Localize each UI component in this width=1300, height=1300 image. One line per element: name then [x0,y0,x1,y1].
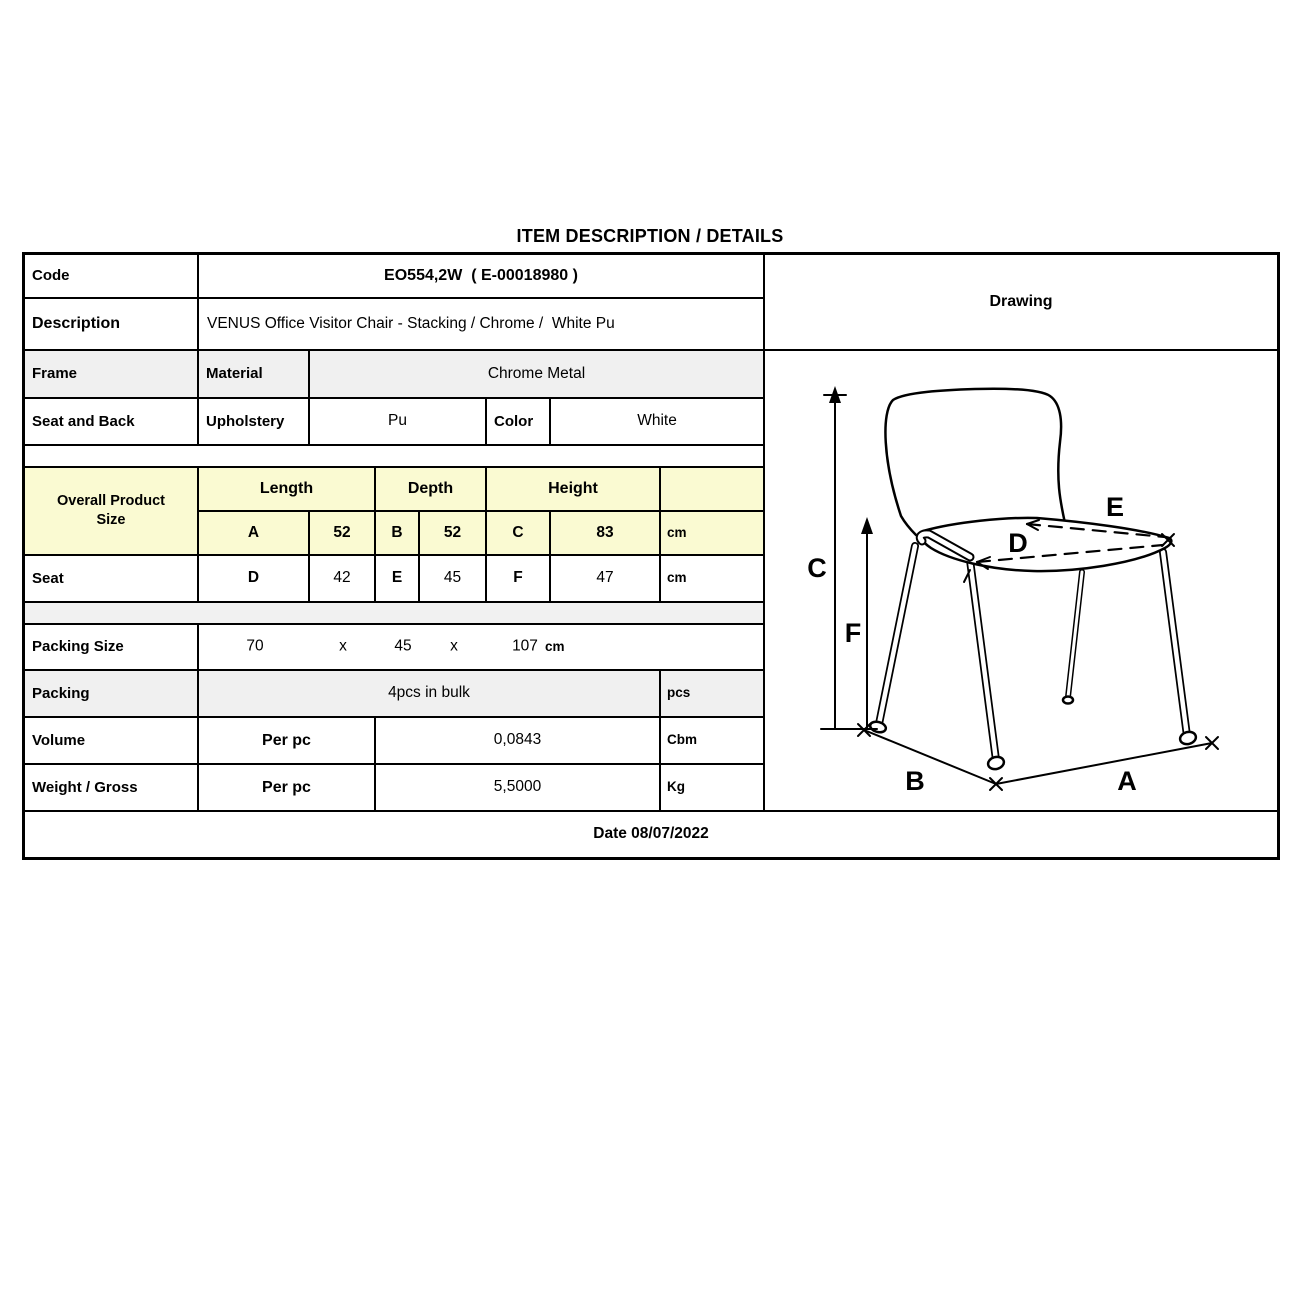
overall-size-label [25,468,199,556]
chair-foot [869,720,887,734]
upholstery-value: Pu [310,399,487,446]
dim-f-arrowhead [861,517,873,534]
dim-f-letter: F [487,556,551,603]
dim-b-letter: B [376,512,420,556]
chair-seat [921,518,1172,571]
dim-c-value: 83 [551,512,661,556]
dim-f-value: 47 [551,556,661,603]
overall-size-label-line1: Overall Product [57,493,165,510]
description-label: Description [25,299,199,351]
drawing-header: Drawing [765,255,1277,351]
seat-label: Seat [25,556,199,603]
dim-e-value: 45 [420,556,487,603]
dim-line-b [864,730,996,784]
chair-backrest [885,389,1066,536]
dim-d-letter: D [199,556,310,603]
weight-unit: Kg [661,765,765,812]
color-value: White [551,399,765,446]
depth-header: Depth [376,468,487,512]
drawing-label-a: A [1117,766,1137,796]
packing-size-unit: cm [545,638,565,654]
volume-unit: Cbm [661,718,765,765]
drawing-label-b: B [905,766,925,796]
volume-label: Volume [25,718,199,765]
packing-unit: pcs [661,671,765,718]
packing-depth: 45 [394,637,412,655]
description-value: VENUS Office Visitor Chair - Stacking / Chrome / White Pu [199,299,765,351]
drawing-label-f: F [844,618,862,648]
drawing-canvas [765,351,1277,812]
packing-value: 4pcs in bulk [199,671,661,718]
packing-size-value [199,625,765,671]
chair-foot [1063,697,1073,704]
seat-back-label: Seat and Back [25,399,199,446]
code-value: EO554,2W ( E-00018980 ) [199,255,765,299]
packing-label: Packing [25,671,199,718]
dim-a-letter: A [199,512,310,556]
upholstery-label: Upholstery [199,399,310,446]
chair-foot [987,755,1006,771]
dim-b-value: 52 [420,512,487,556]
spacer-row [25,603,765,625]
dim-d-value: 42 [310,556,376,603]
overall-size-label-line2: Size [96,512,126,528]
drawing-label-e: E [1105,492,1125,522]
weight-basis: Per pc [199,765,376,812]
weight-label: Weight / Gross [25,765,199,812]
dim-e-letter: E [376,556,420,603]
length-header: Length [199,468,376,512]
page-title: ITEM DESCRIPTION / DETAILS [516,226,784,246]
dim-c-letter: C [487,512,551,556]
frame-material-label: Material [199,351,310,399]
frame-label: Frame [25,351,199,399]
dim-a-value: 52 [310,512,376,556]
packing-sep2: x [450,637,458,655]
overall-size-unit: cm [661,512,765,556]
spacer-row [25,446,765,468]
color-label: Color [487,399,551,446]
size-unit-header-blank [661,468,765,512]
volume-basis: Per pc [199,718,376,765]
weight-value: 5,5000 [376,765,661,812]
seat-unit: cm [661,556,765,603]
drawing-label-d: D [1008,528,1028,558]
frame-material-value: Chrome Metal [310,351,765,399]
code-label: Code [25,255,199,299]
dim-line-a [996,743,1212,784]
height-header: Height [487,468,661,512]
packing-size-label: Packing Size [25,625,199,671]
chair-drawing [765,350,1277,811]
volume-value: 0,0843 [376,718,661,765]
item-details-table [22,252,1280,860]
chair-foot [1179,730,1198,746]
date-row: Date 08/07/2022 [25,812,1277,857]
packing-sep1: x [339,637,347,655]
packing-length: 70 [246,637,264,655]
packing-height: 107 [512,637,538,655]
drawing-label-c: C [807,553,827,583]
